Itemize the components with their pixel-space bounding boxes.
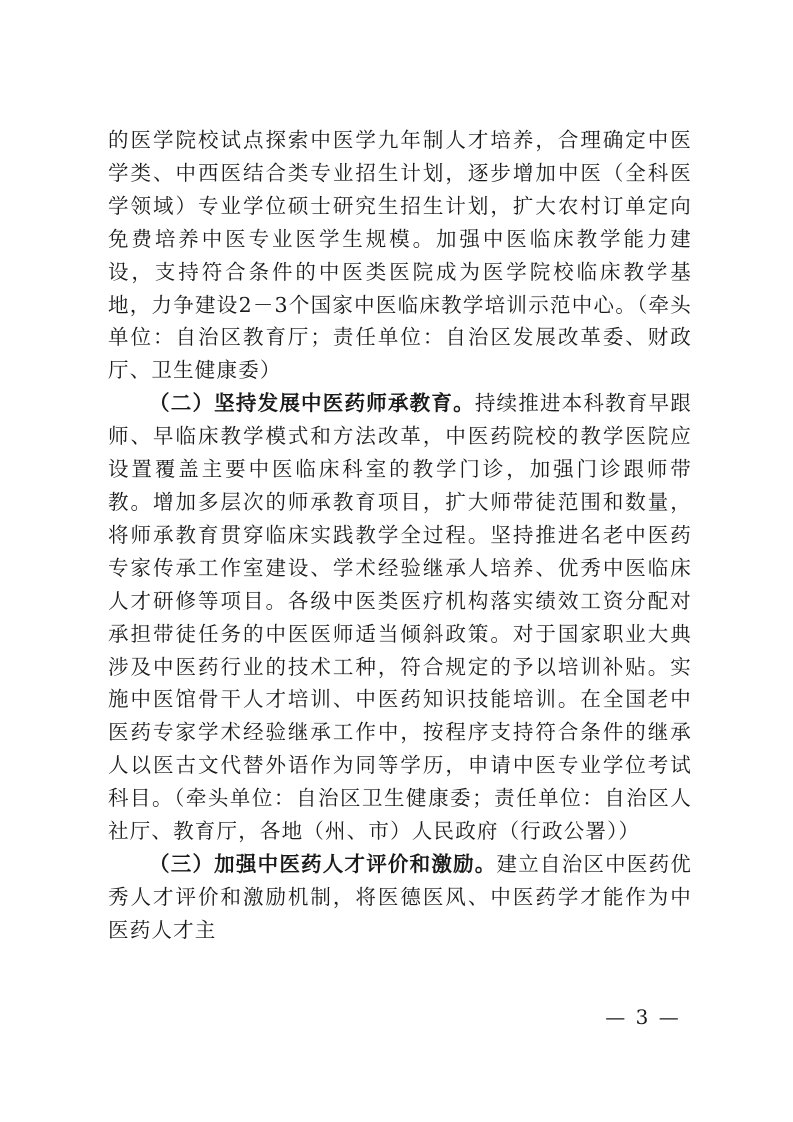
paragraph-3 [108, 848, 692, 947]
section-heading-2: （二）坚持发展中医药师承教育。 [149, 391, 475, 416]
paragraph-1-text: 的医学院校试点探索中医学九年制人才培养，合理确定中医学类、中西医结合类专业招生计划，逐步增加中医（全科医学领域）专业学位硕士研究生招生计划，扩大农村订单定向免费培养中医专业医学生规模。加强中医临床教学能力建设，支持符合条件的中医类医院成为医学院校临床教学基地，力争建设2－3个国家中医临床教学培训示范中心。（牵头单位：自治区教育厅；责任单位：自治区发展改革委、财政厅、卫生健康委） [108, 128, 692, 383]
paragraph-1 [108, 124, 692, 387]
paragraph-3-text: 建立自治区中医药优秀人才评价和激励机制，将医德医风、中医药学才能作为中医药人才主 [108, 851, 692, 942]
paragraph-2-text: 持续推进本科教育早跟师、早临床教学模式和方法改革，中医药院校的教学医院应设置覆盖主要中医临床科室的教学门诊，加强门诊跟师带教。增加多层次的师承教育项目，扩大师带徒范围和数量，将师承教育贯穿临床实践教学全过程。坚持推进名老中医药专家传承工作室建设、学术经验继承人培养、优秀中医临床人才研修等项目。各级中医类医疗机构落实绩效工资分配对承担带徒任务的中医医师适当倾斜政策。对于国家职业大典涉及中医药行业的技术工种，符合规定的予以培训补贴。实施中医馆骨干人才培训、中医药知识技能培训。在全国老中医药专家学术经验继承工作中，按程序支持符合条件的继承人以医古文代替外语作为同等学历，申请中医专业学位考试科目。（牵头单位：自治区卫生健康委；责任单位：自治区人社厅、教育厅，各地（州、市）人民政府（行政公署）） [108, 391, 692, 844]
document-body [108, 124, 692, 947]
section-heading-3: （三）加强中医药人才评价和激励。 [149, 851, 497, 876]
page-number: — 3 — [605, 1005, 681, 1029]
paragraph-2 [108, 387, 692, 848]
